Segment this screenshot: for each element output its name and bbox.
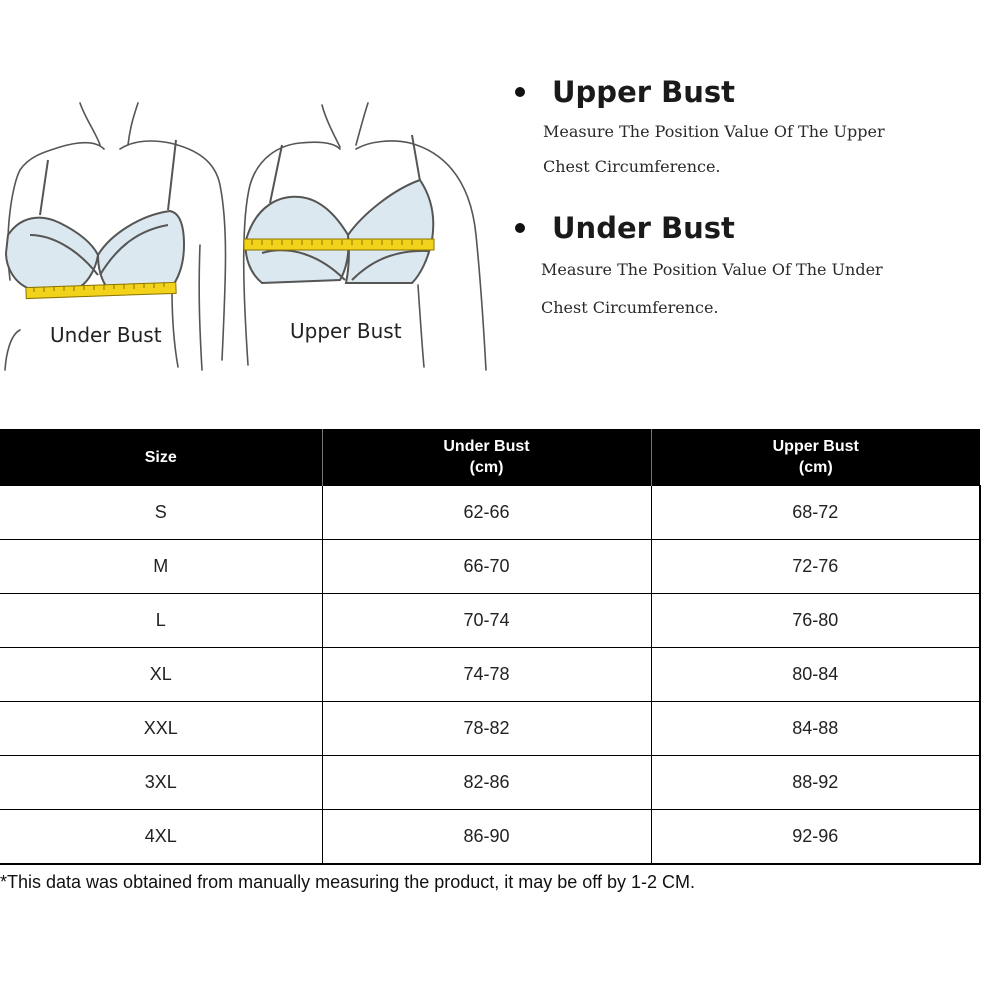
size-chart-table [0,429,981,865]
table-header-row [0,429,980,486]
size-cell: S [0,486,322,540]
upper-bust-cell: 92-96 [651,810,980,865]
upper-bust-cell: 88-92 [651,756,980,810]
under-bust-cell: 78-82 [322,702,651,756]
under-bust-figure-label: Under Bust [50,323,162,347]
definition-title: Upper Bust [552,75,736,109]
table-row [0,486,980,540]
bullet-icon [515,87,525,97]
definition-line: Chest Circumference. [541,298,719,317]
upper-bust-figure-label: Upper Bust [290,319,402,343]
size-cell: XXL [0,702,322,756]
size-cell: L [0,594,322,648]
definition-title: Under Bust [552,211,735,245]
under-bust-cell: 62-66 [322,486,651,540]
upper-bust-cell: 76-80 [651,594,980,648]
table-row [0,594,980,648]
upper-bust-cell: 84-88 [651,702,980,756]
size-cell: M [0,540,322,594]
upper-bust-cell: 80-84 [651,648,980,702]
under-bust-cell: 66-70 [322,540,651,594]
size-cell: XL [0,648,322,702]
header-upper-bust: Upper Bust (cm) [651,429,980,486]
upper-bust-definition [515,72,985,182]
header-under-bust: Under Bust (cm) [322,429,651,486]
table-row [0,540,980,594]
size-cell: 3XL [0,756,322,810]
header-size: Size [0,429,322,486]
measurement-disclaimer: *This data was obtained from manually measuring the product, it may be off by 1-2 CM. [0,872,696,892]
under-bust-cell: 86-90 [322,810,651,865]
measurement-illustration [0,85,500,375]
definition-line: Measure The Position Value Of The Under [541,260,883,279]
table-row [0,810,980,865]
table-row [0,648,980,702]
under-bust-definition [515,208,985,324]
under-bust-cell: 82-86 [322,756,651,810]
definition-line: Measure The Position Value Of The Upper [543,122,885,141]
definition-line: Chest Circumference. [543,157,721,176]
table-row [0,756,980,810]
upper-bust-cell: 72-76 [651,540,980,594]
under-bust-cell: 74-78 [322,648,651,702]
table-row [0,702,980,756]
upper-bust-cell: 68-72 [651,486,980,540]
bullet-icon [515,223,525,233]
size-cell: 4XL [0,810,322,865]
under-bust-cell: 70-74 [322,594,651,648]
